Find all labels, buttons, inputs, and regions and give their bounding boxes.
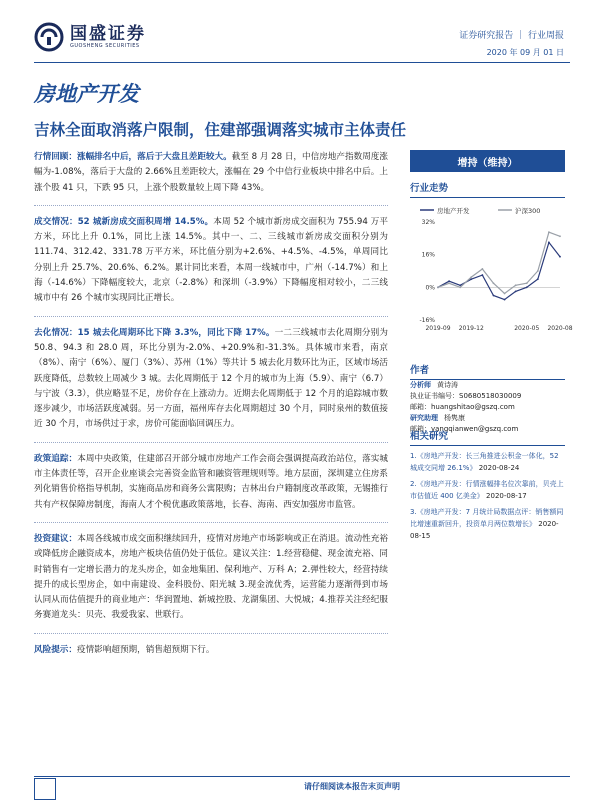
data-point: [470, 276, 472, 278]
related-report-link[interactable]: [410, 478, 565, 502]
author-row: [410, 413, 565, 424]
section-lead: 行情回顾：涨幅排名中后，落后于大盘且差距较大。: [34, 152, 232, 162]
data-point: [537, 278, 539, 280]
data-point: [504, 293, 506, 295]
data-point: [459, 286, 461, 288]
related-report-date: 2020-08-24: [478, 464, 520, 472]
section-divider: [34, 316, 388, 317]
x-tick-label: 2019-12: [458, 325, 484, 332]
section-market-review: [34, 150, 388, 196]
data-point: [559, 235, 561, 237]
section-body: 截至 8 月 28 日，中信房地产指数周度涨幅为-1.08%，落后于大盘的 2.66%且差距较大，涨幅在 29 个中信行业板块中排名中后。上涨个股 41 只，下跌 95 只，上涨个股数量较上周下降 43%。: [34, 152, 388, 193]
rating-badge: 增持（维持）: [410, 150, 565, 172]
author-email: 邮箱：yangqianwen@gszq.com: [410, 425, 519, 433]
section-lead: 投资建议：: [34, 533, 78, 544]
author-name: 黄诗涛: [437, 381, 458, 389]
data-point: [481, 268, 483, 270]
main-body: [34, 150, 388, 667]
section-divider: [34, 633, 388, 634]
data-point: [470, 278, 472, 280]
related-report-link[interactable]: [410, 450, 565, 474]
section-body: 本周各线城市成交面积继续回升，疫情对房地产市场影响或正在消退。流动性充裕或降低房企融资成本，房地产板块估值仍处于低位。建议关注：1.经营稳健、现金流充裕、同时销售有一定增长潜力的龙头房企，如金地集团、保利地产、万科 A；2.弹性较大，经营持续提升的成长型房企，如中南建设、金科股份、阳光城 3.现金流优秀，运营能力逐渐得到市场认同从而估值提升的商业地产：华润置地、新城控股、龙湖集团、大悦城；4.推荐关注经纪服务赛道龙头：贝壳、我爱我家、世联行。: [34, 533, 388, 621]
section-destocking: [34, 326, 388, 433]
data-point: [504, 299, 506, 301]
y-tick-label: 16%: [421, 251, 435, 259]
trend-section: [410, 180, 573, 346]
data-point: [493, 282, 495, 284]
section-divider: [34, 522, 388, 523]
author-cert: 执业证书编号：S0680518030009: [410, 392, 522, 400]
report-type: 证券研究报告 ｜ 行业周报: [459, 31, 564, 41]
header-divider: [34, 62, 570, 63]
logo-icon: [34, 22, 64, 52]
author-section: [410, 362, 565, 435]
related-report-title: 3.《房地产开发：7 月统计局数据点评：销售额同比增速重新回升，投资单月两位数增长》: [410, 508, 564, 528]
data-point: [481, 274, 483, 276]
qr-code-icon: [34, 778, 56, 800]
section-transactions: [34, 215, 388, 307]
section-body: 本周 52 个城市新房成交面积为 755.94 万平方米，环比上升 0.1%，同比上涨 14.5%。其中一、二、三线城市新房成交面积分别为 111.74、312.42、331.78 万平方米，环比值分别为+2.6%、+4.5%、-4.5%，单周同比分别上升 25.7%、20.6%、6.2%。累计同比来看，本周一线城市中，广州（-14.7%）和上海（-14.6%）下降幅度较大，北京（-2.8%）和深圳（-3.9%）下降幅度相对较小，二三线城市中有 26 个城市实现同比正增长。: [34, 216, 388, 304]
section-body: 一二三线城市去化周期分别为 50.8、94.3 和 28.0 周，环比分别为-2.0%、+20.9%和-31.3%。具体城市来看，南京（8%）、南宁（6%）、厦门（3%）、苏州（1%）等共计 5 城去化月数环比为正，区域市场活跃度降低，总数较上周减少 3 城。去化周期低于 12 个月的城市为上海（5.9）、南宁（6.7）与宁波（3.3），供应略显不足，房价存在上涨动力。近期去化周期低于 12 个月的追踪城市数逐步减少，市场活跃度减弱。另一方面，福州库存去化周期超过 30 个月，同时泉州的数值接近 30 个月，市场供过于求，房价可能面临回调压力。: [34, 327, 388, 430]
data-point: [448, 280, 450, 282]
x-tick-label: 2020-08: [547, 325, 573, 332]
x-tick-label: 2020-05: [514, 325, 540, 332]
trend-chart: [410, 202, 573, 342]
footer-divider: [34, 776, 570, 777]
sidebar: [410, 150, 573, 540]
section-risk: [34, 643, 388, 658]
legend-label: 房地产开发: [437, 207, 470, 215]
section-policy: [34, 452, 388, 513]
data-point: [459, 284, 461, 286]
y-tick-label: -16%: [419, 317, 435, 324]
data-point: [559, 256, 561, 258]
data-point: [526, 282, 528, 284]
y-tick-label: 0%: [425, 284, 435, 292]
series-line: [438, 242, 560, 299]
related-section: [410, 428, 565, 542]
related-report-link[interactable]: [410, 506, 565, 542]
section-investment: [34, 532, 388, 624]
data-point: [437, 286, 439, 288]
section-divider: [34, 205, 388, 206]
related-report-date: 2020-08-17: [486, 492, 527, 500]
report-headline: 吉林全面取消落户限制，住建部强调落实城市主体责任: [34, 121, 407, 139]
company-logo: [34, 22, 146, 52]
section-lead: 成交情况：52 城新房成交面积周增 14.5%。: [34, 216, 214, 227]
data-point: [548, 231, 550, 233]
author-name: 杨隽康: [444, 414, 465, 422]
data-point: [448, 282, 450, 284]
related-report-title: 1.《房地产开发：长三角推进公积金一体化，52 城成交同增 26.1%》: [410, 452, 559, 472]
data-point: [515, 291, 517, 293]
author-role: 研究助理: [410, 414, 438, 422]
legend-label: 沪深300: [515, 207, 541, 215]
data-point: [493, 295, 495, 297]
section-divider: [34, 442, 388, 443]
data-point: [548, 242, 550, 244]
author-email: 邮箱：huangshitao@gszq.com: [410, 403, 515, 411]
data-point: [537, 270, 539, 272]
logo-english-name: GUOSHENG SECURITIES: [70, 42, 140, 49]
x-tick-label: 2019-09: [425, 325, 451, 332]
section-body: 本周中央政策，住建部召开部分城市房地产工作会商会强调提高政治站位，落实城市主体责任等，召开企业座谈会完善资金监管和融资管理规则等。地方层面，深圳建立住房系列化销售价格指导机制，实施商品房和商务公寓限购；吉林出台户籍制度改革政策，无锡推行共有产权保障房制度，海南人才个税优惠政策落地，长春、海南、西安加强房市监管。: [34, 453, 388, 510]
author-title: 作者: [410, 362, 565, 380]
section-body: 疫情影响超预期，销售超预期下行。: [76, 644, 215, 655]
section-lead: 去化情况：15 城去化周期环比下降 3.3%，同比下降 17%。: [34, 327, 275, 338]
author-role: 分析师: [410, 381, 431, 389]
logo-chinese-name: 国盛证券: [70, 23, 146, 44]
author-row: [410, 380, 565, 391]
footer-disclaimer: 请仔细阅读本报告末页声明: [304, 782, 400, 791]
data-point: [515, 284, 517, 286]
related-title: 相关研究: [410, 428, 565, 446]
section-lead: 政策追踪：: [34, 453, 78, 464]
related-report-date: 2020-08-15: [410, 520, 559, 540]
author-row: [410, 391, 565, 402]
data-point: [526, 286, 528, 288]
report-date: 2020 年 09 月 01 日: [486, 48, 564, 57]
related-report-title: 2.《房地产开发：行情涨幅排名位次靠前，贝壳上市估值近 400 亿美金》: [410, 480, 564, 500]
y-tick-label: 32%: [421, 219, 435, 226]
sector-title: 房地产开发: [34, 82, 139, 106]
section-lead: 风险提示：: [34, 644, 77, 655]
trend-title: 行业走势: [410, 180, 565, 198]
author-row: [410, 402, 565, 413]
